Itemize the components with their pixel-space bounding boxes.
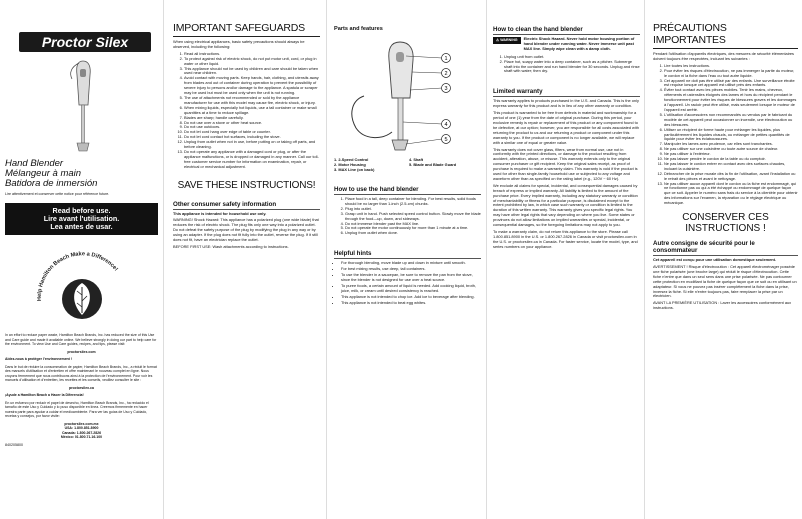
- part-label: 3. MAX Line (on back): [334, 167, 375, 172]
- hint-item: • This appliance is not intended to chop ice. Add ice to beverage after blending.: [341, 295, 481, 300]
- use-step: 3. Grasp unit in hand. Push selected speed control button. Slowly move the blade through the food—up, down, and sideways.: [345, 212, 481, 222]
- safeguards-intro: When using electrical appliances, basic safety precautions should always be observed, including the following:: [173, 39, 305, 49]
- use-step: 6. Unplug from outlet when done.: [345, 231, 481, 236]
- read-before-use-box: [5, 203, 158, 236]
- use-step: 2. Plug into outlet.: [345, 207, 481, 212]
- safeguard-item: 11. Do not let cord contact hot surfaces, including the stove.: [184, 135, 320, 140]
- safeguards-title: IMPORTANT SAFEGUARDS: [173, 22, 320, 37]
- safeguard-item: 3. This appliance should not be used by children and care should be taken when used near children.: [184, 67, 320, 77]
- use-step: 5. Do not operate the motor continuously for more than 1 minute at a time.: [345, 226, 481, 231]
- precautions-list: [653, 64, 798, 206]
- safeguard-item: 4. Avoid contact with moving parts. Keep hands, hair, clothing, and utensils away from blades and out of container during operation to prevent the possibility of severe injury to persons and/or damage to the appliance. A spatula or scraper may be used but must be used only when the unit is not running.: [184, 76, 320, 96]
- part-label: [409, 167, 481, 172]
- phone-canada: Canada: 1.800.267.2826: [61, 430, 102, 435]
- warning-text: Electric Shock Hazard. Never hold motor housing portion of hand blender under running water. Never immerse unit past MAX line. Simply wipe clean with a damp cloth.: [523, 36, 635, 51]
- conserver-title: CONSERVER CES INSTRUCTIONS !: [682, 212, 769, 235]
- safeguard-item: 10. Do not let cord hang over edge of table or counter.: [184, 130, 320, 135]
- save-instructions-title: SAVE THESE INSTRUCTIONS!: [177, 179, 316, 191]
- part-label: 2. Motor Housing: [334, 162, 366, 167]
- safeguard-item: 13. Do not operate any appliance with a damaged cord or plug, or after the appliance malfunctions, or is dropped or damaged in any manner. Call our toll-free customer service number for information on examination, repair, or electrical or mechanical adjustment.: [184, 150, 320, 170]
- site-fr: proctorsilex.ca: [69, 385, 94, 390]
- warning-badge: ⚠ WARNING: [493, 37, 521, 44]
- precaution-item: 5. L'utilisation d'accessoires non recommandés ou vendus par le fabricant du modèle de cet appareil peut occasionner un incendie, une électrocution ou des blessures.: [664, 113, 798, 128]
- safeguard-item: 2. To protect against risk of electric shock, do not put motor unit, cord, or plug in water or other liquid.: [184, 57, 320, 67]
- precautions-title: PRÉCAUTIONS IMPORTANTES: [653, 22, 798, 49]
- hint-item: • This appliance is not intended to beat egg whites.: [341, 301, 481, 306]
- warranty-paragraph: To make a warranty claim, do not return this appliance to the store. Please call 1.800.851.8900 in the U.S. or 1.800.267.2826 in Canada or visit proctorsilex.com in the U.S. or proctorsilex.ca in Canada. For faster service, locate the model, type, and series numbers on your appliance.: [493, 229, 638, 249]
- avant-premiere-utilisation: AVANT LA PREMIÈRE UTILISATION : Laver les accessoires conformément aux instructions.: [653, 300, 792, 311]
- phone-usa: USA: 1.800.851.8900: [64, 426, 99, 431]
- use-step: 1. Place food in a tall, deep container for blending. For best results, solid foods should be no larger than 1-inch (2.5-cm) chunks.: [345, 197, 481, 207]
- household-use-note: This appliance is intended for household use only.: [173, 210, 267, 216]
- notes-es-head: ¡Ayude a Hamilton Beach a Hacer la Diferencia!: [5, 393, 84, 398]
- other-safety-title: Other consumer safety information: [173, 201, 320, 210]
- warranty-paragraph: This product is warranted to be free from defects in material and workmanship for a period of one (1) year from the date of original purchase. During this period, your exclusive remedy is repair or replacement of this product or any component found to be defective, at our option; however, you are responsible for all costs associated with returning the product to us and our returning a product or component under this warranty to you. If the product or component is no longer available, we will replace with a similar one of equal or greater value.: [493, 110, 639, 145]
- precaution-item: 12. Débrancher de la prise murale dès la fin de l'utilisation, avant l'installation ou le retrait des pièces et avant le nettoyage.: [664, 172, 798, 182]
- clean-steps: [493, 55, 640, 75]
- safeguards-list: [173, 52, 320, 170]
- warranty-paragraph: We exclude all claims for special, incidental, and consequential damages caused by breach of express or implied warranty. All liability is limited to the amount of the purchase price. Every implied warranty, including any statutory warranty or condition of merchantability or fitness for a particular purpose, is disclaimed except to the extent prohibited by law, in which case such warranty or condition is limited to the duration of this written warranty. This warranty gives you specific legal rights. You may have other legal rights that vary depending on where you live. Some states or provinces do not allow limitations on implied warranties or special, incidental, or consequential damages, so the foregoing limitations may not apply to you.: [493, 182, 638, 228]
- precaution-item: 7. Manipuler les lames avec prudence, car elles sont tranchantes.: [664, 142, 798, 147]
- limited-warranty-title: Limited warranty: [493, 88, 640, 97]
- safeguard-item: 12. Unplug from outlet when not in use, before putting on or taking off parts, and before cleaning.: [184, 140, 320, 150]
- clean-step: 1. Unplug unit from outlet.: [504, 55, 640, 60]
- read-note: Lire attentivement et conserver cette notice pour référence future.: [5, 192, 110, 196]
- precaution-item: 8. Ne pas utiliser sur une cuisinière ou toute autre source de chaleur.: [664, 147, 798, 152]
- precaution-item: 2. Pour éviter les risques d'électrocution, ne pas immerger la partie du moteur, le cordon ni la fiche dans l'eau ou tout autre liquide.: [664, 69, 798, 79]
- read-before-es: Lea antes de usar.: [50, 222, 113, 231]
- precaution-item: 3. Cet appareil ne doit pas être utilisé par des enfants. Une surveillance étroite est requise lorsque cet appareil est utilisé près des enfants.: [664, 79, 798, 89]
- site-en: proctorsilex.com: [67, 349, 96, 354]
- seal-text: Help Hamilton Beach Make a Difference!: [36, 251, 119, 302]
- callout-2: 2: [444, 71, 448, 77]
- cover-panel: [0, 0, 163, 519]
- use-steps: [334, 197, 481, 236]
- use-step: 4. Do not immerse blender past the MAX line.: [345, 222, 481, 227]
- warranty-paragraph: This warranty does not cover glass, filters, wear from normal use, use not in conformity with the printed directions, or damage to the product resulting from accident, alteration, abuse, or misuse. This warranty extends only to the original consumer purchaser or gift recipient. Keep the original sales receipt, as proof of purchase is required to make a warranty claim. This warranty is void if the product is used for other than single-family household use or subjected to any voltage and waveform other than as specified on the rating label (e.g., 120V ~ 60 Hz).: [493, 146, 638, 181]
- safeguard-item: 5. The use of attachments not recommended or sold by the appliance manufacturer for use with this model may cause fire, electric shock, or injury.: [184, 96, 320, 106]
- parts-use-panel: [326, 0, 486, 519]
- precaution-item: 9. Ne pas utiliser à l'extérieur.: [664, 152, 798, 157]
- precaution-item: 1. Lire toutes les instructions.: [664, 64, 798, 69]
- hint-item: • To puree foods, a certain amount of liquid is needed. Add cooking liquid, broth, juice, milk, or cream until desired consistency is reached.: [341, 284, 481, 294]
- safeguard-item: 7. Blades are sharp; handle carefully.: [184, 116, 320, 121]
- callout-3: 3: [444, 86, 448, 92]
- warning-block: [493, 37, 640, 52]
- precautions-intro: Pendant l'utilisation d'appareils électriques, des mesures de sécurité élémentaires doivent toujours être respectées, incluant les suivantes :: [653, 51, 794, 61]
- safeguard-item: 1. Read all instructions.: [184, 52, 320, 57]
- fiche-polarisee-warning: AVERTISSEMENT ! Risque d'électrocution : Cet appareil électroménager possède une fiche polarisée (une broche large) qui réduit le risque d'électrocution. Cette fiche n'entre que dans un seul sens dans une prise polarisée. Ne pas contourner cette protection en modifiant la fiche de quelque façon que ce soit ou en utilisant un adaptateur. Si vous ne pouvez pas insérer complètement la fiche dans la prise, inversez la fiche. Si elle n'entre toujours pas, faire remplacer la prise par un électricien.: [653, 264, 797, 299]
- warranty-paragraph: This warranty applies to products purchased in the U.S. and Canada. This is the only express warranty for this product and is in lieu of any other warranty or condition.: [493, 98, 639, 109]
- environment-seal: [23, 239, 141, 333]
- hints-list: [334, 261, 481, 305]
- callout-1: 1: [444, 56, 448, 62]
- callout-5: 5: [444, 137, 448, 143]
- precaution-item: 6. Utiliser un récipient de forme haute pour mélanger les liquides, plus particulièrement les liquides chauds, ou mélanger de petites quantités de liquide pour éviter les éclaboussures.: [664, 128, 798, 143]
- brand-logo: Proctor Silex: [19, 32, 151, 52]
- product-title-fr: Mélangeur à main: [5, 168, 82, 179]
- notes-fr-head: Aidez-nous à protéger l'environnement !: [5, 357, 72, 362]
- before-first-use: BEFORE FIRST USE: Wash attachments according to instructions.: [173, 244, 289, 249]
- document-code: 840205800: [5, 442, 23, 447]
- hint-item: • To use the blender in a saucepan, be sure to remove the pan from the stove, since the blender is not designed for use over a heat source.: [341, 273, 481, 283]
- product-title-es: Batidora de inmersión: [5, 178, 98, 189]
- how-to-clean-title: How to clean the hand blender: [493, 26, 640, 35]
- read-before-en: Read before use.: [52, 205, 111, 215]
- french-safeguards-panel: [644, 0, 802, 519]
- site-mx: proctorsilex.com.mx: [64, 421, 99, 426]
- phone-mexico: México: 01.800.71.16.100: [60, 435, 103, 440]
- clean-step: 2. Place hot, soapy water into a deep container, such as a pitcher. Submerge shaft into the container and run hand blender for 30 seconds. Unplug and rinse shaft with water; then dry.: [504, 60, 640, 75]
- precaution-item: 10. Ne pas laisser pendre le cordon de la table ou du comptoir.: [664, 157, 798, 162]
- hand-blender-image: [67, 59, 97, 155]
- notes-en: In an effort to reduce paper waste, Hamilton Beach Brands, Inc. has reduced the size of this Use and Care guide and made it available online. We believe strongly in doing our part to help care for the environment. To view Use and Care guides, recipes, and tips, please visit:: [5, 333, 157, 347]
- part-label: 1. 2-Speed Control: [334, 157, 369, 162]
- read-before-fr: Lire avant l'utilisation.: [43, 213, 120, 223]
- hint-item: • For thorough blending, move blade up and down in mixture until smooth.: [341, 261, 481, 266]
- part-label: 5. Blade and Blade Guard: [409, 162, 457, 167]
- safeguard-item: 6. When mixing liquids, especially hot liquids, use a tall container or make small quantities at a time to reduce spillage.: [184, 106, 320, 116]
- hint-item: • For best mixing results, use deep, tall containers.: [341, 267, 481, 272]
- usage-domestique-note: Cet appareil est conçu pour une utilisation domestique seulement.: [653, 257, 777, 263]
- how-to-use-title: How to use the hand blender: [334, 186, 481, 195]
- notes-fr: Dans le but de réduire la consommation de papier, Hamilton Beach Brands, Inc., a réduit le format des manuels d'utilisation et d'entretien et offre maintenant le nouveau complet en ligne. Nous croyons fermement que nous contribuons ainsi à la protection de l'environnement. Pour voir les manuels d'utilisation et d'entretien, les recettes et les conseils, veuillez consulter le site :: [5, 364, 157, 383]
- notes-es: En un esfuerzo por reducir el papel de desecho, Hamilton Beach Brands, Inc., ha reducido el tamaño de este Uso y Cuidado y lo puso disponible en línea. Creemos firmemente en hacer nuestra parte para ayudar a cuidar el medioambiente. Para ver las guías de Uso y Cuidado, recetas y consejos, por favor visite:: [5, 400, 149, 419]
- safeguard-item: 9. Do not use outdoors.: [184, 125, 320, 130]
- precaution-item: 11. Ne pas laisser le cordon entrer en contact avec des surfaces chaudes, incluant la cuisinière.: [664, 162, 798, 172]
- precaution-item: 13. Ne pas utiliser aucun appareil dont le cordon ou la fiche est endommagé, qui ne fonctionne pas ou qui a été échappé ou endommagé de quelque façon que ce soit. Appeler le numéro sans frais du service à la clientèle pour obtenir des informations sur l'examen, la réparation ou le réglage électrique ou mécanique.: [664, 182, 798, 207]
- autre-consigne-title: Autre consigne de sécurité pour le consommateur: [653, 240, 798, 256]
- callout-4: 4: [444, 122, 448, 128]
- parts-title: Parts and features: [334, 26, 383, 32]
- safeguards-panel: [163, 0, 326, 519]
- safeguard-item: 8. Do not use over a stove or other heat source.: [184, 121, 320, 126]
- polarized-plug-warning: WARNING! Shock Hazard: This appliance has a polarized plug (one wide blade) that reduces the risk of electric shock. The plug fits only one way into a polarized outlet. Do not defeat the safety purpose of the plug by modifying the plug in any way or by using an adapter. If the plug does not fit fully into the outlet, reverse the plug. If it still does not fit, have an electrician replace the outlet.: [173, 217, 319, 243]
- part-label: 4. Shaft: [409, 157, 424, 162]
- cleaning-warranty-panel: [486, 0, 644, 519]
- parts-list: [334, 157, 481, 172]
- parts-diagram: [334, 36, 481, 154]
- product-title-en: Hand Blender: [5, 158, 64, 169]
- precaution-item: 4. Éviter tout contact avec les pièces mobiles. Tenir les mains, cheveux, vêtements et ustensiles éloignés des lames et hors du récipient pendant le fonctionnement pour éviter les risques de blessures graves et les dommages à l'appareil. Un racloir peut être utilisé, mais seulement lorsque le moteur de l'appareil est arrêté.: [664, 88, 798, 113]
- helpful-hints-title: Helpful hints: [334, 250, 481, 259]
